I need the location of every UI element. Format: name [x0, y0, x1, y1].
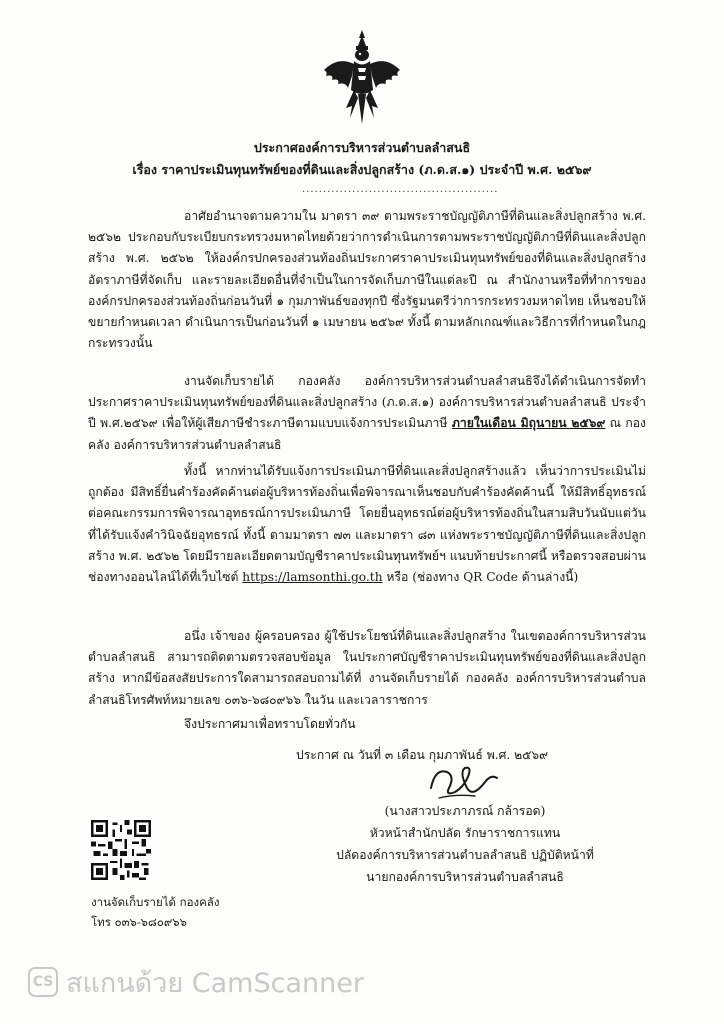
- signatory-position-1: หัวหน้าสำนักปลัด รักษาราชการแทน: [369, 826, 561, 840]
- payment-deadline: ภายในเดือน มิถุนายน ๒๕๖๙: [451, 416, 606, 431]
- qr-code-icon[interactable]: [91, 820, 151, 880]
- paragraph-collection: [88, 371, 646, 456]
- paragraph-collection-text: งานจัดเก็บรายได้ กองคลัง องค์การบริหารส่วนตำบลลำสนธิจึงได้ดำเนินการจัดทำประกาศราคาประเมินทุนทรัพย์ของที่ดินและสิ่งปลูกสร้าง (ภ.ด.ส.๑) องค์การบริหารส่วนตำบลลำสนธิ ประจำปี พ.ศ.๒๕๖๙ เพื่อให้ผู้เสียภาษีชำระภาษีตามแบบแจ้งการประเมินภาษี: [88, 374, 646, 431]
- handwritten-signature: [425, 758, 505, 802]
- contact-phone: โทร ๐๓๖-๖๘๐๙๖๖: [91, 915, 187, 929]
- contact-unit: งานจัดเก็บรายได้ กองคลัง: [91, 895, 220, 909]
- announcement-title: ประกาศองค์การบริหารส่วนตำบลลำสนธิ: [253, 140, 471, 155]
- paragraph-appeal-text-end: หรือ (ช่องทาง QR Code ด้านล่างนี้): [382, 570, 579, 585]
- signatory-position-3: นายกองค์การบริหารส่วนตำบลลำสนธิ: [366, 870, 564, 884]
- camscanner-text: สแกนด้วย CamScanner: [66, 967, 364, 999]
- signatory-position-2: ปลัดองค์การบริหารส่วนตำบลลำสนธิ ปฏิบัติหน้าที่: [336, 848, 594, 862]
- camscanner-watermark: [28, 962, 364, 1002]
- garuda-emblem-icon: [318, 28, 406, 128]
- paragraph-authority: อาศัยอำนาจตามความใน มาตรา ๓๙ ตามพระราชบัญญัติภาษีที่ดินและสิ่งปลูกสร้าง พ.ศ. ๒๕๖๒ ประกอบกับระเบียบกระทรวงมหาดไทยด้วยว่าการดำเนินการตามพระราชบัญญัติภาษีที่ดินและสิ่งปลูกสร้าง พ.ศ. ๒๕๖๒ ให้องค์กรปกครองส่วนท้องถิ่นประกาศราคาประเมินทุนทรัพย์ของที่ดินและสิ่งปลูกสร้าง อัตราภาษีที่จัดเก็บ และรายละเอียดอื่นที่จำเป็นในการจัดเก็บภาษีในแต่ละปี ณ สำนักงานหรือที่ทำการขององค์กรปกครองส่วนท้องถิ่นก่อนวันที่ ๑ กุมภาพันธ์ของทุกปี ซึ่งรัฐมนตรีว่าการกระทรวงมหาดไทย เห็นชอบให้ขยายกำหนดเวลา ดำเนินการเป็นก่อนวันที่ ๑ เมษายน ๒๕๖๙ ทั้งนี้ ตามหลักเกณฑ์และวิธีการที่กำหนดในกฎกระทรวงนั้น: [88, 209, 646, 351]
- paragraph-appeal: [88, 461, 646, 588]
- paragraph-collection-text-end: ณ กองคลัง องค์การบริหารส่วนตำบลลำสนธิ: [88, 416, 647, 452]
- closing-statement: จึงประกาศมาเพื่อทราบโดยทั่วกัน: [184, 717, 356, 731]
- title-divider: ...............................................: [302, 184, 499, 195]
- announcement-subject: เรื่อง ราคาประเมินทุนทรัพย์ของที่ดินและสิ่งปลูกสร้าง (ภ.ด.ส.๑) ประจำปี พ.ศ. ๒๕๖๙: [132, 162, 592, 177]
- website-link[interactable]: https://lamsonthi.go.th: [242, 570, 383, 585]
- signatory-name: (นางสาวประภาภรณ์ กล้ารอด): [384, 804, 546, 818]
- announcement-date: ประกาศ ณ วันที่ ๓ เดือน กุมภาพันธ์ พ.ศ. ๒๕๖๙: [296, 748, 549, 762]
- paragraph-appeal-text: ทั้งนี้ หากท่านได้รับแจ้งการประเมินภาษีที่ดินและสิ่งปลูกสร้างแล้ว เห็นว่าการประเมินไม่ถูกต้อง มีสิทธิ์ยื่นคำร้องคัดค้านต่อผู้บริหารท้องถิ่นเพื่อพิจารณาเห็นชอบกับคำร้องคัดค้านนี้ ให้มีสิทธิ์อุทธรณ์ ต่อคณะกรรมการพิจารณาอุทธรณ์การประเมินภาษี โดยยื่นอุทธรณ์ต่อผู้บริหารท้องถิ่นในสามสิบวันนับแต่วันที่ได้รับแจ้งคำวินิจฉัยอุทธรณ์ ทั้งนี้ ตามมาตรา ๗๓ และมาตรา ๘๓ แห่งพระราชบัญญัติภาษีที่ดินและสิ่งปลูกสร้าง พ.ศ. ๒๕๖๒ โดยมีรายละเอียดตามบัญชีราคาประเมินทุนทรัพย์ฯ แนบท้ายประกาศนี้ หรือตรวจสอบผ่านช่องทางออนไลน์ได้ที่เว็บไซต์: [88, 464, 646, 585]
- camscanner-logo-icon: CS: [28, 967, 58, 997]
- paragraph-inquiry: อนึ่ง เจ้าของ ผู้ครอบครอง ผู้ใช้ประโยชน์ที่ดินและสิ่งปลูกสร้าง ในเขตองค์การบริหารส่วนตำบลลำสนธิ สามารถติดตามตรวจสอบข้อมูล ในประกาศบัญชีราคาประเมินทุนทรัพย์ของที่ดินและสิ่งปลูกสร้าง หากมีข้อสงสัยประการใดสามารถสอบถามได้ที่ งานจัดเก็บรายได้ กองคลัง องค์การบริหารส่วนตำบลลำสนธิโทรศัพท์หมายเลข ๐๓๖-๖๘๐๙๖๖ ในวัน และเวลาราชการ: [88, 629, 646, 707]
